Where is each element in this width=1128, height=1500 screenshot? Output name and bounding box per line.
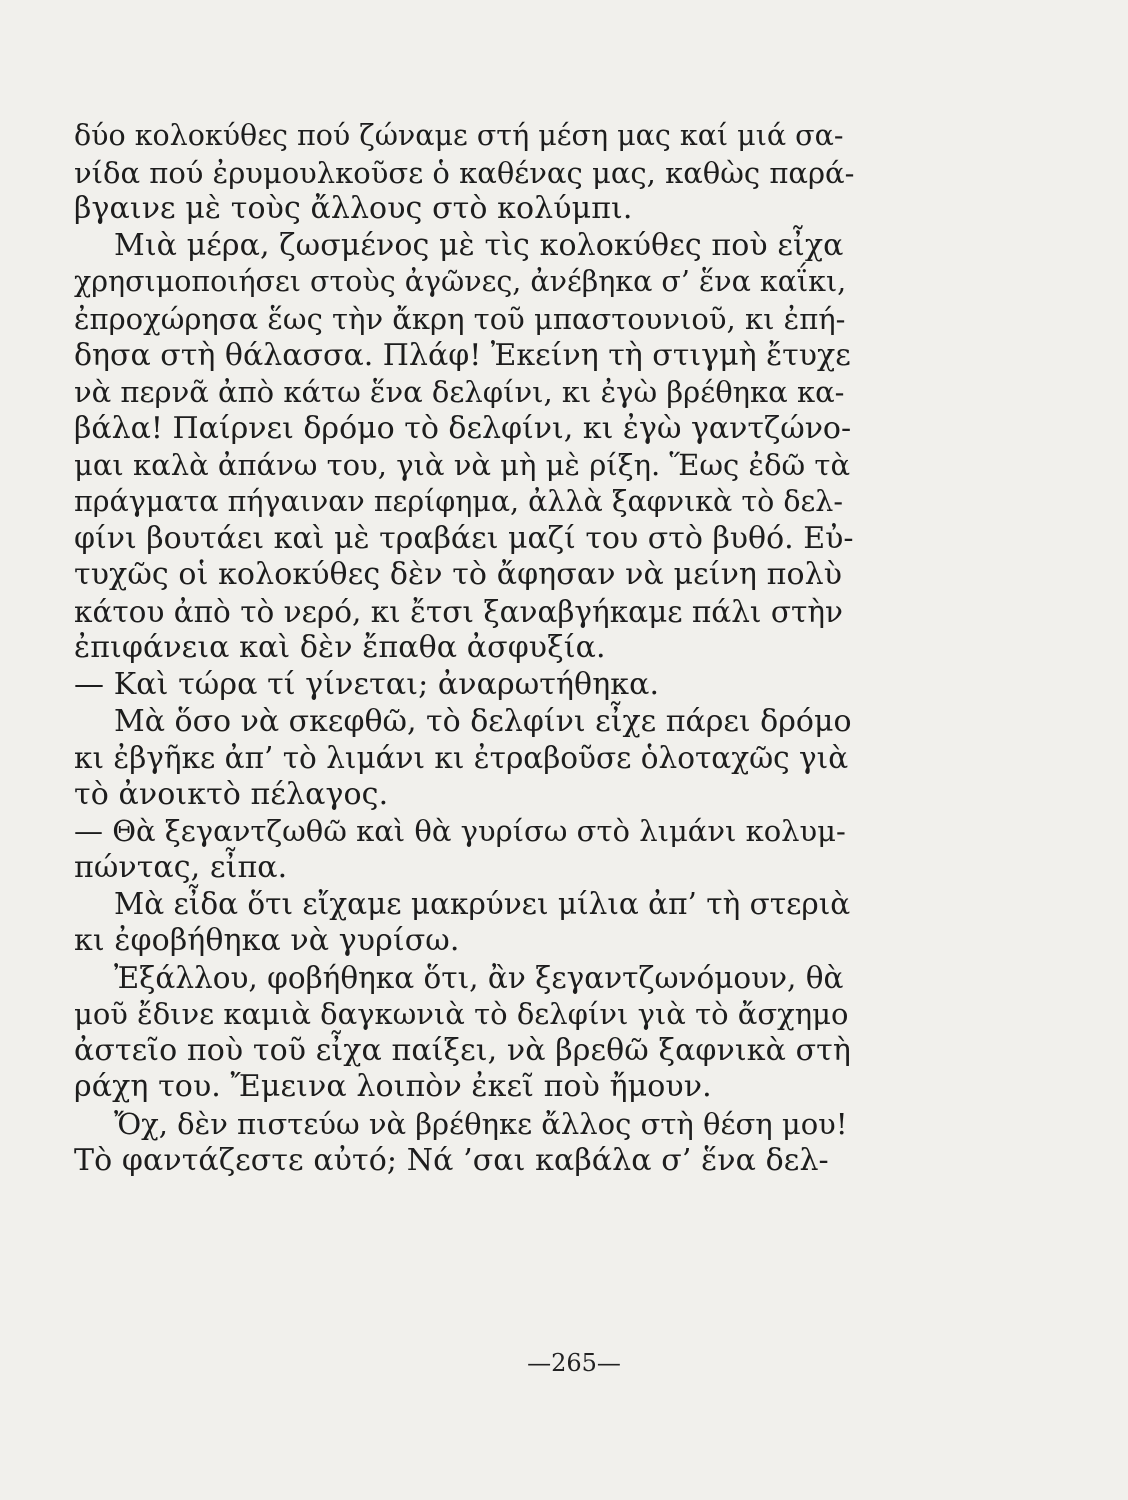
text-line: Μὰ ὅσο νὰ σκεφθῶ, τὸ δελφίνι εἶχε πάρει δρόμο	[114, 703, 852, 739]
text-line: κι ἐβγῆκε ἀπ’ τὸ λιμάνι κι ἐτραβοῦσε ὁλοταχῶς γιὰ	[74, 741, 849, 776]
text-line: Μιὰ μέρα, ζωσμένος μὲ τὶς κολοκύθες ποὺ εἶχα	[114, 227, 844, 263]
text-line: τυχῶς οἱ κολοκύθες δὲν τὸ ἄφησαν νὰ μείνη πολὺ	[74, 557, 843, 593]
text-line: ἐπιφάνεια καὶ δὲν ἔπαθα ἀσφυξία.	[74, 630, 606, 666]
text-line: φίνι βουτάει καὶ μὲ τραβάει μαζί του στὸ βυθό. Εὐ-	[74, 520, 854, 556]
text-line: μαι καλὰ ἀπάνω του, γιὰ νὰ μὴ μὲ ρίξη. Ἕως ἐδῶ τὰ	[74, 448, 851, 483]
text-line: — Θὰ ξεγαντζωθῶ καὶ θὰ γυρίσω στὸ λιμάνι κολυμ-	[74, 814, 846, 849]
text-line: ράχη του. Ἔμεινα λοιπὸν ἐκεῖ ποὺ ἤμουν.	[74, 1069, 712, 1105]
text-line: ἀστεῖο ποὺ τοῦ εἶχα παίξει, νὰ βρεθῶ ξαφνικὰ στὴ	[74, 1032, 851, 1068]
text-line: — Καὶ τώρα τί γίνεται; ἀναρωτήθηκα.	[74, 666, 660, 702]
body-text	[74, 118, 854, 1179]
page-number: —265—	[527, 1349, 621, 1377]
text-line: τὸ ἀνοικτὸ πέλαγος.	[74, 776, 389, 812]
text-line: κι ἐφοβήθηκα νὰ γυρίσω.	[74, 923, 460, 959]
text-line: Τὸ φαντάζεστε αὐτό; Νά ’σαι καβάλα σ’ ἕνα δελ-	[74, 1142, 829, 1178]
text-line: νίδα πού ἐρυμουλκοῦσε ὁ καθένας μας, καθὼς παρά-	[74, 155, 855, 190]
text-line: βγαινε μὲ τοὺς ἄλλους στὸ κολύμπι.	[74, 191, 633, 227]
text-line: βάλα! Παίρνει δρόμο τὸ δελφίνι, κι ἐγὼ γαντζώνο-	[74, 410, 852, 446]
text-line: πράγματα πήγαιναν περίφημα, ἀλλὰ ξαφνικὰ τὸ δελ-	[74, 484, 843, 518]
text-line: νὰ περνᾶ ἀπὸ κάτω ἕνα δελφίνι, κι ἐγὼ βρέθηκα κα-	[74, 375, 845, 410]
text-line: Ἐξάλλου, φοβήθηκα ὅτι, ἂν ξεγαντζωνόμουν, θὰ	[114, 960, 844, 995]
text-line: μοῦ ἔδινε καμιὰ δαγκωνιὰ τὸ δελφίνι γιὰ τὸ ἄσχημο	[74, 997, 849, 1032]
text-line: κάτου ἀπὸ τὸ νερό, κι ἔτσι ξαναβγήκαμε πάλι στὴν	[74, 594, 843, 629]
text-line: δησα στὴ θάλασσα. Πλάφ! Ἐκείνη τὴ στιγμὴ ἔτυχε	[74, 337, 851, 373]
text-line: Μὰ εἶδα ὅτι εἴχαμε μακρύνει μίλια ἀπ’ τὴ στεριὰ	[114, 887, 851, 922]
text-line: δύο κολοκύθες πού ζώναμε στή μέση μας καί μιά σα-	[74, 119, 844, 152]
text-line: χρησιμοποιήσει στοὺς ἀγῶνες, ἀνέβηκα σ’ ἕνα καΐκι,	[74, 265, 847, 299]
text-line: πώντας, εἶπα.	[74, 849, 288, 885]
text-line: ἐπροχώρησα ἕως τὴν ἄκρη τοῦ μπαστουνιοῦ, κι ἐπή-	[74, 301, 846, 336]
text-line: Ὄχ, δὲν πιστεύω νὰ βρέθηκε ἄλλος στὴ θέση μου!	[114, 1107, 848, 1142]
